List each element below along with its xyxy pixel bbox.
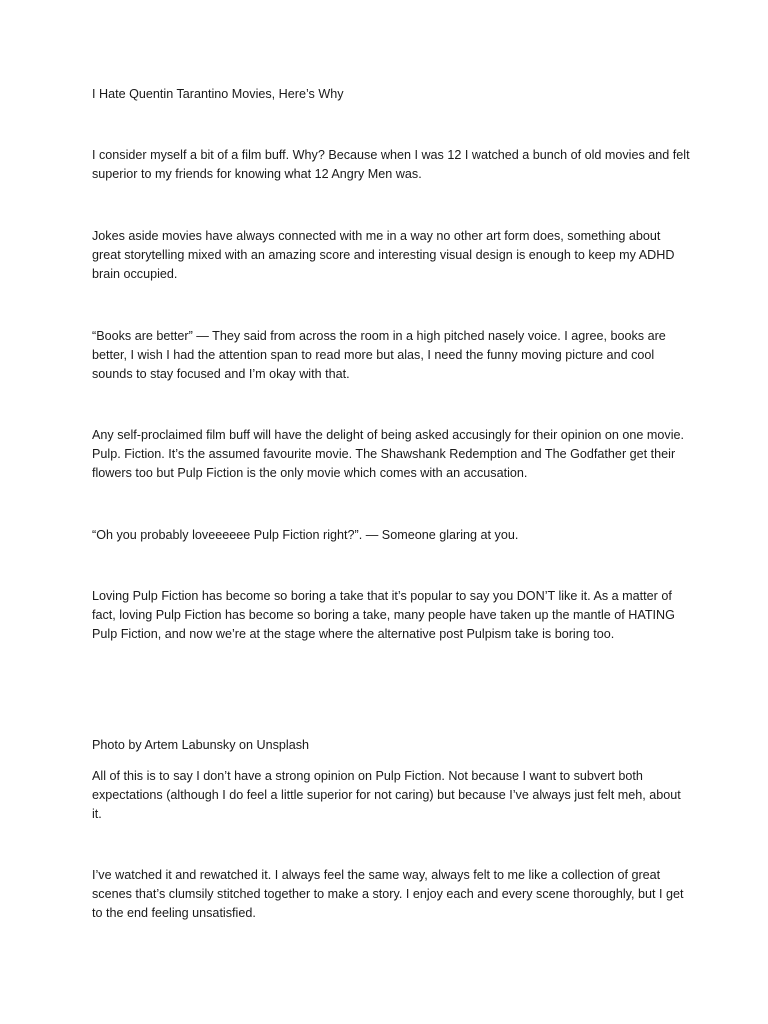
paragraph-self-proclaimed: Any self-proclaimed film buff will have the delight of being asked accusingly for their opinion on one movie. Pulp. Fiction. It’s the assumed favourite movie. The Shawshank Redemption and The Godfather get their flowers too but Pulp Fiction is the only movie which comes with an accusation. (92, 428, 684, 480)
paragraph-jokes-aside: Jokes aside movies have always connected with me in a way no other art form does, something about great storytelling mixed with an amazing score and interesting visual design is enough to keep my ADHD brain occupied. (92, 229, 675, 281)
paragraph-no-strong-opinion: All of this is to say I don’t have a strong opinion on Pulp Fiction. Not because I want to subvert both expectations (although I do feel a little superior for not caring) but because I’ve always just felt meh, about it. (92, 769, 681, 821)
paragraph-books-are-better: “Books are better” — They said from across the room in a high pitched nasely voice. I agree, books are better, I wish I had the attention span to read more but alas, I need the funny moving picture and cool sounds to stay focused and I’m okay with that. (92, 329, 666, 381)
paragraph-loving-pulp-fiction: Loving Pulp Fiction has become so boring a take that it’s popular to say you DON’T like it. As a matter of fact, loving Pulp Fiction has become so boring a take, many people have taken up the mantle of HATING Pulp Fiction, and now we’re at the stage where the alternative post Pulpism take is boring too. (92, 589, 675, 641)
photo-caption: Photo by Artem Labunsky on Unsplash (92, 738, 310, 752)
paragraph-film-buff: I consider myself a bit of a film buff. Why? Because when I was 12 I watched a bunch of old movies and felt superior to my friends for knowing what 12 Angry Men was. (92, 148, 690, 181)
paragraph-quote: “Oh you probably loveeeeee Pulp Fiction right?”. — Someone glaring at you. (92, 528, 519, 542)
document-title: I Hate Quentin Tarantino Movies, Here’s Why (92, 87, 344, 101)
paragraph-rewatched: I’ve watched it and rewatched it. I always feel the same way, always felt to me like a collection of great scenes that’s clumsily stitched together to make a story. I enjoy each and every scene thoroughly, but I get to the end feeling unsatisfied. (92, 868, 684, 920)
